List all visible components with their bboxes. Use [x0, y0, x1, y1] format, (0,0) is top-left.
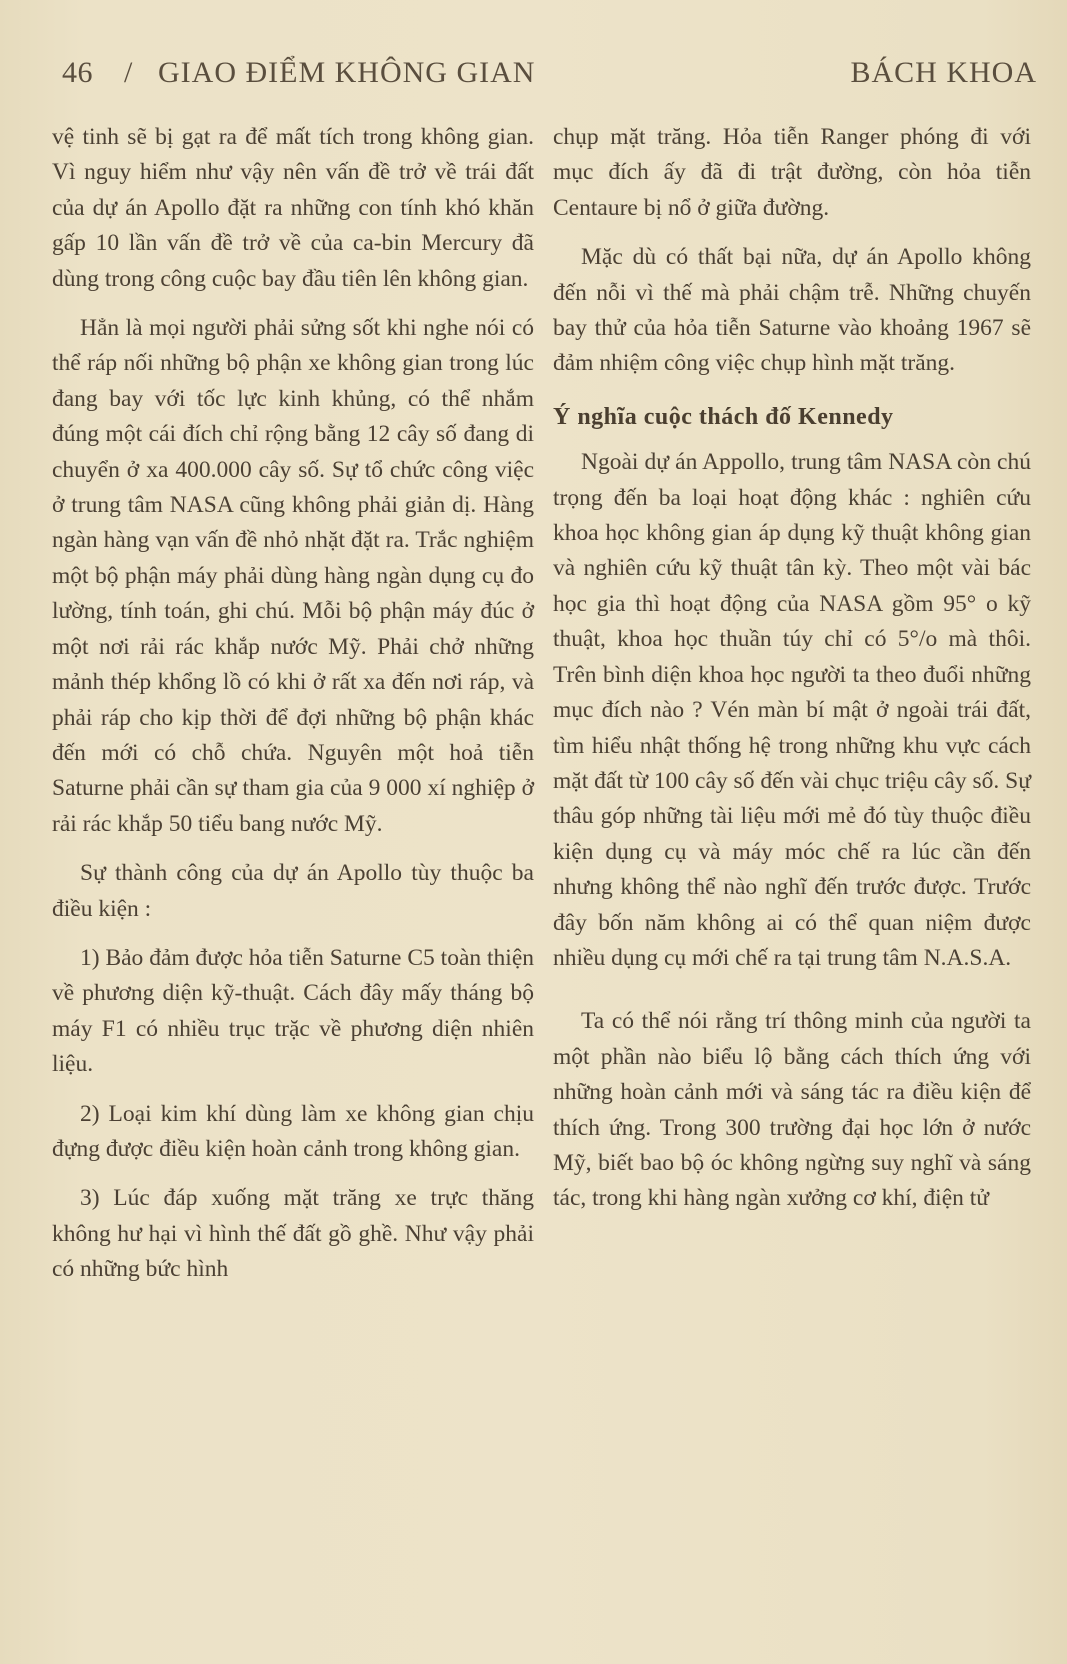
paragraph: chụp mặt trăng. Hỏa tiễn Ranger phóng đi với mục đích ấy đã đi trật đường, còn hỏa tiễn Centaure bị nổ ở giữa đường. — [553, 124, 1031, 221]
paragraph: Sự thành công của dự án Apollo tùy thuộc ba điều kiện : — [52, 860, 534, 922]
list-item: 1) Bảo đảm được hỏa tiễn Saturne C5 toàn thiện về phương diện kỹ-thuật. Cách đây mấy tháng bộ máy F1 có nhiều trục trặc về phương diện nhiên liệu. — [52, 944, 534, 1078]
left-column — [52, 120, 534, 1302]
paragraph: vệ tinh sẽ bị gạt ra để mất tích trong không gian. Vì nguy hiểm như vậy nên vấn đề trở về trái đất của dự án Apollo đặt ra những con tính khó khăn gấp 10 lần vấn đề trở về của ca-bin Mercury đã dùng trong công cuộc bay đầu tiên lên không gian. — [52, 124, 534, 292]
paragraph: Hẳn là mọi người phải sửng sốt khi nghe nói có thể ráp nối những bộ phận xe không gian trong lúc đang bay với tốc lực kinh khủng, có thể nhắm đúng một cái đích chỉ rộng bằng 12 cây số đang di chuyển ở xa 400.000 cây số. Sự tổ chức công việc ở trung tâm NASA cũng không phải giản dị. Hàng ngàn hàng vạn vấn đề nhỏ nhặt đặt ra. Trắc nghiệm một bộ phận máy phải dùng hàng ngàn dụng cụ đo lường, tính toán, ghi chú. Mỗi bộ phận máy đúc ở một nơi rải rác khắp nước Mỹ. Phải chở những mảnh thép khổng lồ có khi ở rất xa đến nơi ráp, và phải ráp cho kịp thời để đợi những bộ phận khác đến mới có chỗ chứa. Nguyên một hoả tiễn Saturne phải cần sự tham gia của 9 000 xí nghiệp ở rải rác khắp 50 tiểu bang nước Mỹ. — [52, 315, 534, 837]
list-item: 2) Loại kim khí dùng làm xe không gian chịu đựng được điều kiện hoàn cảnh trong không gian. — [52, 1100, 534, 1162]
magazine-name: BÁCH KHOA — [850, 56, 1037, 89]
right-column — [553, 120, 1031, 1231]
section-heading: Ý nghĩa cuộc thách đố Kennedy — [553, 403, 894, 430]
page-header — [62, 50, 1037, 100]
paragraph: Mặc dù có thất bại nữa, dự án Apollo không đến nỗi vì thế mà phải chậm trễ. Những chuyến bay thử của hỏa tiễn Saturne vào khoảng 1967 sẽ đảm nhiệm công việc chụp hình mặt trăng. — [553, 244, 1031, 377]
header-separator: / — [124, 56, 133, 89]
list-item: 3) Lúc đáp xuống mặt trăng xe trực thăng không hư hại vì hình thế đất gồ ghề. Như vậy phải có những bức hình — [52, 1185, 534, 1283]
running-title: GIAO ĐIỂM KHÔNG GIAN — [158, 56, 536, 89]
page-number: 46 — [62, 56, 93, 89]
paragraph: Ngoài dự án Appollo, trung tâm NASA còn chú trọng đến ba loại hoạt động khác : nghiên cứu khoa học không gian áp dụng kỹ thuật không gian và nghiên cứu kỹ thuật tân kỳ. Theo một vài bác học gia thì hoạt động của NASA gồm 95° o kỹ thuật, khoa học thuần túy chỉ có 5°/o mà thôi. Trên bình diện khoa học người ta theo đuổi những mục đích nào ? Vén màn bí mật ở ngoài trái đất, tìm hiểu nhật thống hệ trong những khu vực cách mặt đất từ 100 cây số đến vài chục triệu cây số. Sự thâu góp những tài liệu mới mẻ đó tùy thuộc điều kiện dụng cụ và máy móc chế ra lúc cần đến nhưng không thể nào nghĩ đến trước được. Trước đây bốn năm không ai có thể quan niệm được nhiều dụng cụ mới chế ra tại trung tâm N.A.S.A. — [553, 449, 1031, 971]
paragraph: Ta có thể nói rằng trí thông minh của người ta một phần nào biểu lộ bằng cách thích ứng với những hoàn cảnh mới và sáng tác ra điều kiện để thích ứng. Trong 300 trường đại học lớn ở nước Mỹ, biết bao bộ óc không ngừng suy nghĩ và sáng tác, trong khi hàng ngàn xưởng cơ khí, điện tử — [553, 1008, 1031, 1212]
